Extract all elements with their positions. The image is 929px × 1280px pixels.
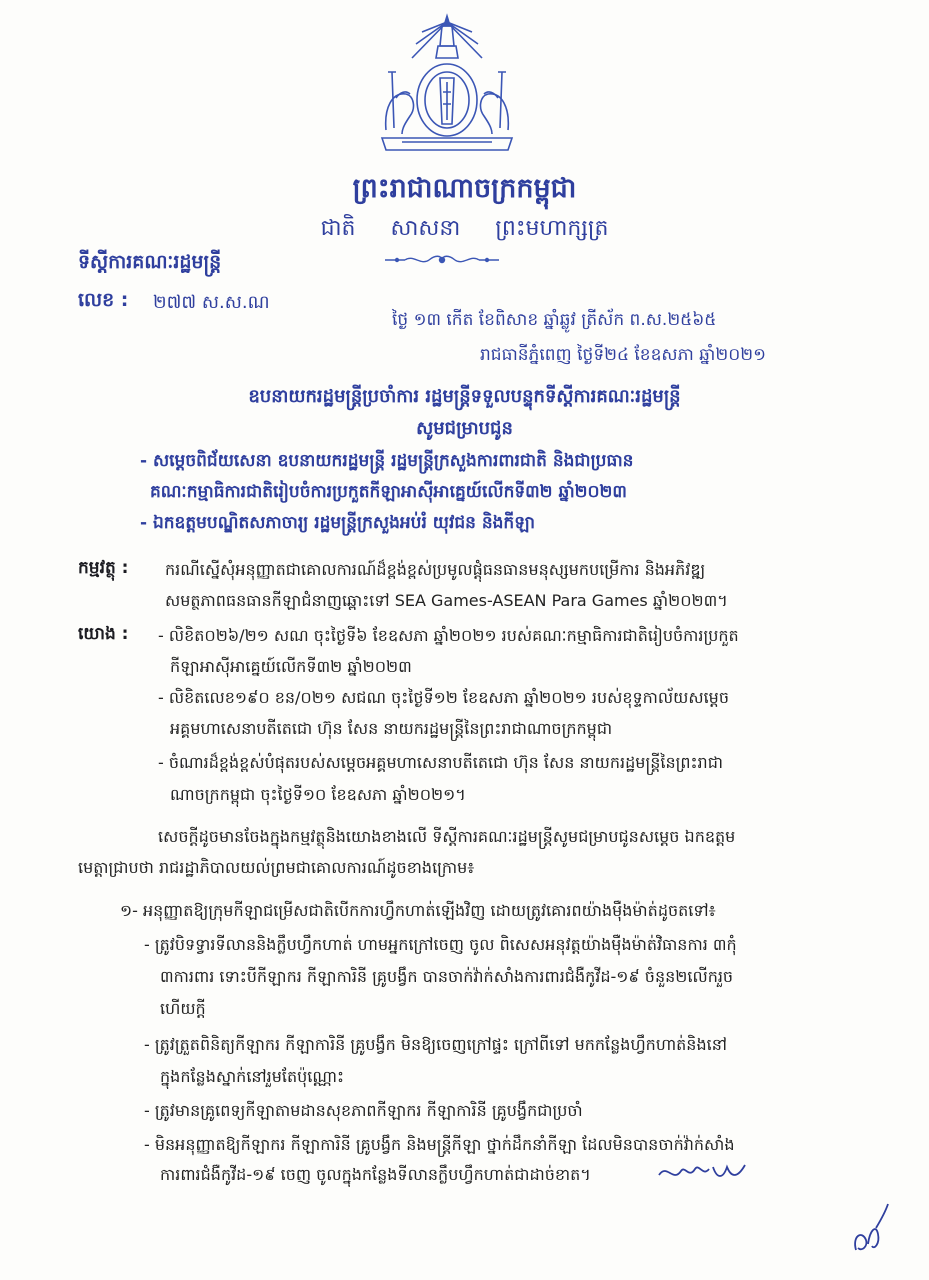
list-item: ១- អនុញ្ញាតឱ្យក្រុមកីឡាជម្រើសជាតិបើកការហ្វឹកហាត់ឡើងវិញ ដោយត្រូវគោរពយ៉ាងម៉ឺងម៉ាត់ដូចតទៅ៖ (120, 901, 716, 920)
document-date: រាជធានីភ្នំពេញ ថ្ងៃទី២៤ ខែឧសភា ឆ្នាំ២០២១ (480, 345, 766, 365)
sender-title: ឧបនាយករដ្ឋមន្ត្រីប្រចាំការ រដ្ឋមន្ត្រីទទួលបន្ទុកទីស្តីការគណៈរដ្ឋមន្ត្រី (248, 386, 681, 407)
reference-number-label: លេខ : (78, 289, 129, 311)
kingdom-title: ព្រះរាជាណាចក្រកម្ពុជា (352, 173, 577, 204)
recipient-line: - ឯកឧត្តមបណ្ឌិតសភាចារ្យ រដ្ឋមន្ត្រីក្រសួងអប់រំ យុវជន និងកីឡា (140, 513, 535, 533)
list-item: - ត្រូវត្រួតពិនិត្យកីឡាករ កីឡាការិនី គ្រូបង្វឹក មិនឱ្យចេញក្រៅផ្ទះ ក្រៅពីទៅ មកកន្លែងហ្វឹកហាត់និងនៅ (144, 1035, 727, 1054)
reference-line: - លិខិត០២៦/២១ សណ ចុះថ្ងៃទី៦ ខែឧសភា ឆ្នាំ២០២១ របស់គណៈកម្មាធិការជាតិរៀបចំការប្រកួត (158, 626, 739, 645)
lunar-date: ថ្ងៃ ១៣ កើត ខែពិសាខ ឆ្នាំឆ្លូវ ត្រីស័ក ព.ស.២៥៦៥ (392, 310, 717, 330)
recipient-line: - សម្តេចពិជ័យសេនា ឧបនាយករដ្ឋមន្ត្រី រដ្ឋមន្ត្រីក្រសួងការពារជាតិ និងជាប្រធាន (140, 451, 634, 471)
list-item: - មិនអនុញ្ញាតឱ្យកីឡាករ កីឡាការិនី គ្រូបង្វឹក និងមន្ត្រីកីឡា ថ្នាក់ដឹកនាំកីឡា ដែលមិនបានចាក់វ៉ាក់សាំង (144, 1135, 735, 1154)
reference-line: - ចំណារដ៏ខ្ពង់ខ្ពស់បំផុតរបស់សម្តេចអគ្គមហាសេនាបតីតេជោ ហ៊ុន សែន នាយករដ្ឋមន្ត្រីនៃព្រះរាជា (158, 753, 723, 772)
ornament-divider-icon (383, 252, 501, 268)
handwritten-initial-icon (655, 1157, 750, 1187)
reference-line: - លិខិតលេខ១៩០ ខន/០២១ សជណ ចុះថ្ងៃទី១២ ខែឧសភា ឆ្នាំ២០២១ របស់ខុទ្ទកាល័យសម្តេច (158, 688, 729, 707)
salutation: សូមជម្រាបជូន (416, 418, 513, 439)
list-item: ក្នុងកន្លែងស្នាក់នៅរួមតែប៉ុណ្ណោះ (160, 1067, 344, 1086)
reference-line: កីឡាអាស៊ីអាគ្នេយ៍លើកទី៣២ ឆ្នាំ២០២៣ (170, 657, 412, 676)
subject-line: សមត្ថភាពធនធានកីឡាជំនាញឆ្ពោះទៅ SEA Games-ASEAN Para Games ឆ្នាំ២០២៣។ (165, 591, 728, 610)
reference-line: អគ្គមហាសេនាបតីតេជោ ហ៊ុន សែន នាយករដ្ឋមន្ត្រីនៃព្រះរាជាណាចក្រកម្ពុជា (170, 719, 613, 738)
list-item: - ត្រូវបិទទ្វារទីលាននិងក្លឹបហ្វឹកហាត់ ហាមអ្នកក្រៅចេញ ចូល ពិសេសអនុវត្តយ៉ាងម៉ឺងម៉ាត់វិធានការ ៣កុំ (144, 935, 737, 954)
reference-line: ណាចក្រកម្ពុជា ចុះថ្ងៃទី១០ ខែឧសភា ឆ្នាំ២០២១។ (170, 785, 466, 804)
list-item: ៣ការពារ ទោះបីកីឡាករ កីឡាការិនី គ្រូបង្វឹក បានចាក់វ៉ាក់សាំងការពារជំងឺកូវីដ-១៩ ចំនួន២លើករួច (160, 967, 734, 986)
handwritten-signature-icon (848, 1200, 890, 1260)
national-motto: ជាតិ សាសនា ព្រះមហាក្សត្រ (320, 216, 609, 241)
list-item: ហើយក្តី (160, 999, 206, 1018)
royal-coat-of-arms-icon (372, 12, 522, 162)
issuing-office: ទីស្តីការគណៈរដ្ឋមន្ត្រី (78, 251, 222, 273)
reference-label: យោង : (78, 624, 129, 644)
list-item: - ត្រូវមានគ្រូពេទ្យកីឡាតាមដានសុខភាពកីឡាករ កីឡាការិនី គ្រូបង្វឹកជាប្រចាំ (144, 1101, 583, 1120)
list-item: ការពារជំងឺកូវីដ-១៩ ចេញ ចូលក្នុងកន្លែងទីលានក្លឹបហ្វឹកហាត់ជាដាច់ខាត។ (160, 1165, 591, 1184)
recipient-line: គណៈកម្មាធិការជាតិរៀបចំការប្រកួតកីឡាអាស៊ីអាគ្នេយ៍លើកទី៣២ ឆ្នាំ២០២៣ (150, 482, 627, 502)
reference-number: ២៧៧ ស.ស.ណ (153, 292, 270, 313)
subject-label: កម្មវត្ថុ : (78, 558, 129, 578)
body-paragraph-line: សេចក្តីដូចមានចែងក្នុងកម្មវត្ថុនិងយោងខាងលើ ទីស្តីការគណៈរដ្ឋមន្ត្រីសូមជម្រាបជូនសម្តេច ឯកឧត្តម (158, 827, 736, 846)
subject-line: ករណីស្នើសុំអនុញ្ញាតជាគោលការណ៍ដ៏ខ្ពង់ខ្ពស់ប្រមូលផ្តុំធនធានមនុស្សមកបម្រើការ និងអភិវឌ្ឍ (165, 560, 706, 579)
body-paragraph-line: មេត្តាជ្រាបថា រាជរដ្ឋាភិបាលយល់ព្រមជាគោលការណ៍ដូចខាងក្រោម៖ (78, 858, 475, 877)
